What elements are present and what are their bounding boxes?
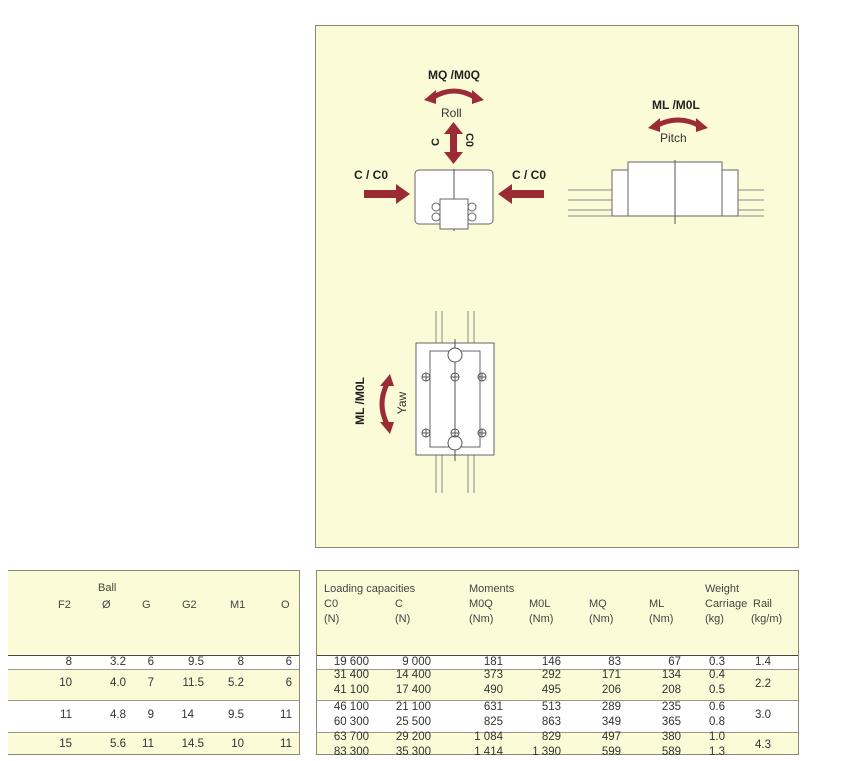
table-cell: 8 (65, 656, 72, 668)
yaw-arrow-icon (374, 374, 396, 434)
table-cell: 14 400 (395, 669, 431, 681)
table-cell: 0.4 (709, 669, 725, 681)
roll-moment-label: MQ /M0Q (428, 68, 481, 82)
table-cell: 11.5 (182, 677, 204, 689)
table-cell: 589 (661, 746, 681, 758)
table-cell: 373 (483, 669, 503, 681)
table-cell: 380 (661, 731, 681, 743)
header-c: C (395, 598, 403, 610)
table-cell: 63 700 (333, 731, 369, 743)
load-diagram-panel (315, 25, 799, 548)
table-cell: 289 (601, 701, 621, 713)
table-cell: 9.5 (228, 709, 244, 721)
load-left-arrow-icon (364, 184, 410, 204)
pitch-moment-label: ML /M0L (652, 98, 700, 112)
table-cell: 1 414 (474, 746, 503, 758)
header-g2: G2 (182, 599, 197, 611)
pitch-label: Pitch (660, 131, 687, 145)
table-cell: 0.8 (709, 716, 725, 728)
load-right-arrow-icon (498, 184, 544, 204)
carriage-side-view-drawing (568, 160, 764, 224)
table-cell: 513 (541, 701, 561, 713)
header-m0l-unit: (Nm) (529, 613, 554, 625)
table-cell: 83 300 (333, 746, 369, 758)
load-left-label: C / C0 (354, 168, 389, 182)
table-cell: 6 (147, 656, 154, 668)
table-cell: 60 300 (333, 716, 369, 728)
table-cell: 11 (142, 738, 154, 750)
header-mq-unit: (Nm) (589, 613, 614, 625)
table-cell: 21 100 (395, 701, 431, 713)
carriage-front-view-drawing (414, 169, 494, 231)
header-carriage-unit: (kg) (705, 613, 724, 625)
rail-weight-cell: 4.3 (755, 739, 771, 751)
table-cell: 134 (661, 669, 681, 681)
header-ml-unit: (Nm) (649, 613, 674, 625)
row-divider (8, 669, 299, 670)
header-ball-symbol: Ø (102, 599, 111, 611)
roll-arrow-icon (424, 84, 484, 106)
row-divider (8, 732, 299, 733)
capacities-table (316, 570, 799, 758)
header-m0q: M0Q (469, 598, 493, 610)
table-cell: 6 (285, 656, 292, 668)
header-c0-unit: (N) (324, 613, 340, 625)
table-cell: 11 (280, 709, 292, 721)
yaw-label: Yaw (395, 391, 410, 415)
row-divider (8, 700, 299, 701)
table-cell: 9 (147, 709, 154, 721)
rail-weight-cell: 2.2 (755, 678, 771, 690)
rail-weight-cell: 1.4 (755, 656, 771, 668)
table-cell: 497 (601, 731, 621, 743)
table-cell: 7 (147, 677, 154, 689)
header-ball-top: Ball (98, 582, 117, 594)
table-cell: 8 (237, 656, 244, 668)
header-carriage: Carriage (705, 598, 748, 610)
table-cell: 67 (668, 656, 681, 668)
table-cell: 4.8 (110, 709, 126, 721)
table-cell: 181 (483, 656, 503, 668)
header-f2: F2 (58, 599, 71, 611)
table-cell: 1.0 (709, 731, 725, 743)
header-mq: MQ (589, 598, 607, 610)
table-cell: 17 400 (395, 684, 431, 696)
table-cell: 235 (661, 701, 681, 713)
table-cell: 35 300 (395, 746, 431, 758)
header-ml: ML (649, 598, 665, 610)
table-cell: 146 (541, 656, 561, 668)
table-cell: 10 (231, 738, 244, 750)
table-cell: 829 (541, 731, 561, 743)
header-weight: Weight (705, 583, 740, 595)
table-cell: 14.5 (181, 738, 204, 750)
table-cell: 495 (541, 684, 561, 696)
header-c0: C0 (324, 598, 339, 610)
vertical-load-c-label: C (429, 138, 442, 146)
carriage-top-view-drawing (412, 311, 498, 493)
table-cell: 46 100 (333, 701, 369, 713)
table-cell: 292 (541, 669, 561, 681)
load-right-label: C / C0 (512, 168, 547, 182)
table-cell: 0.6 (709, 701, 725, 713)
table-cell: 208 (661, 684, 681, 696)
table-cell: 5.2 (228, 677, 244, 689)
header-m0q-unit: (Nm) (469, 613, 494, 625)
table-cell: 863 (541, 716, 561, 728)
header-m1: M1 (230, 599, 246, 611)
table-cell: 15 (59, 738, 72, 750)
table-cell: 206 (601, 684, 621, 696)
table-cell: 0.3 (709, 656, 725, 668)
table-cell: 631 (483, 701, 503, 713)
header-o: O (281, 599, 290, 611)
dimensions-table (8, 570, 300, 755)
table-cell: 31 400 (333, 669, 369, 681)
table-cell: 0.5 (709, 684, 725, 696)
table-cell: 11 (280, 738, 292, 750)
header-m0l: M0L (529, 598, 551, 610)
header-loading-capacities: Loading capacities (324, 583, 416, 595)
table-cell: 1 390 (532, 746, 561, 758)
table-cell: 349 (601, 716, 621, 728)
table-cell: 29 200 (395, 731, 431, 743)
vertical-load-arrow-icon (444, 122, 464, 164)
table-cell: 41 100 (333, 684, 369, 696)
table-cell: 1 084 (474, 731, 503, 743)
roll-label: Roll (441, 106, 462, 120)
table-cell: 4.0 (110, 677, 126, 689)
rail-weight-cell: 3.0 (755, 709, 771, 721)
table-cell: 9.5 (188, 656, 204, 668)
table-cell: 5.6 (110, 738, 126, 750)
header-g: G (142, 599, 151, 611)
yaw-moment-label: ML /M0L (352, 377, 367, 425)
table-cell: 11 (60, 709, 72, 721)
table-cell: 490 (483, 684, 503, 696)
table-cell: 9 000 (402, 656, 431, 668)
table-cell: 25 500 (395, 716, 431, 728)
table-cell: 14 (181, 709, 194, 721)
vertical-load-c0-label: C0 (463, 132, 476, 148)
header-rail: Rail (753, 598, 772, 610)
table-cell: 825 (483, 716, 503, 728)
table-cell: 365 (661, 716, 681, 728)
table-cell: 599 (601, 746, 621, 758)
table-cell: 1.3 (709, 746, 725, 758)
table-cell: 3.2 (110, 656, 126, 668)
header-c-unit: (N) (395, 613, 411, 625)
table-cell: 6 (285, 677, 292, 689)
table-cell: 171 (601, 669, 621, 681)
header-moments: Moments (469, 583, 515, 595)
table-cell: 19 600 (333, 656, 369, 668)
table-cell: 10 (59, 677, 72, 689)
header-rail-unit: (kg/m) (751, 613, 783, 625)
table-cell: 83 (608, 656, 621, 668)
